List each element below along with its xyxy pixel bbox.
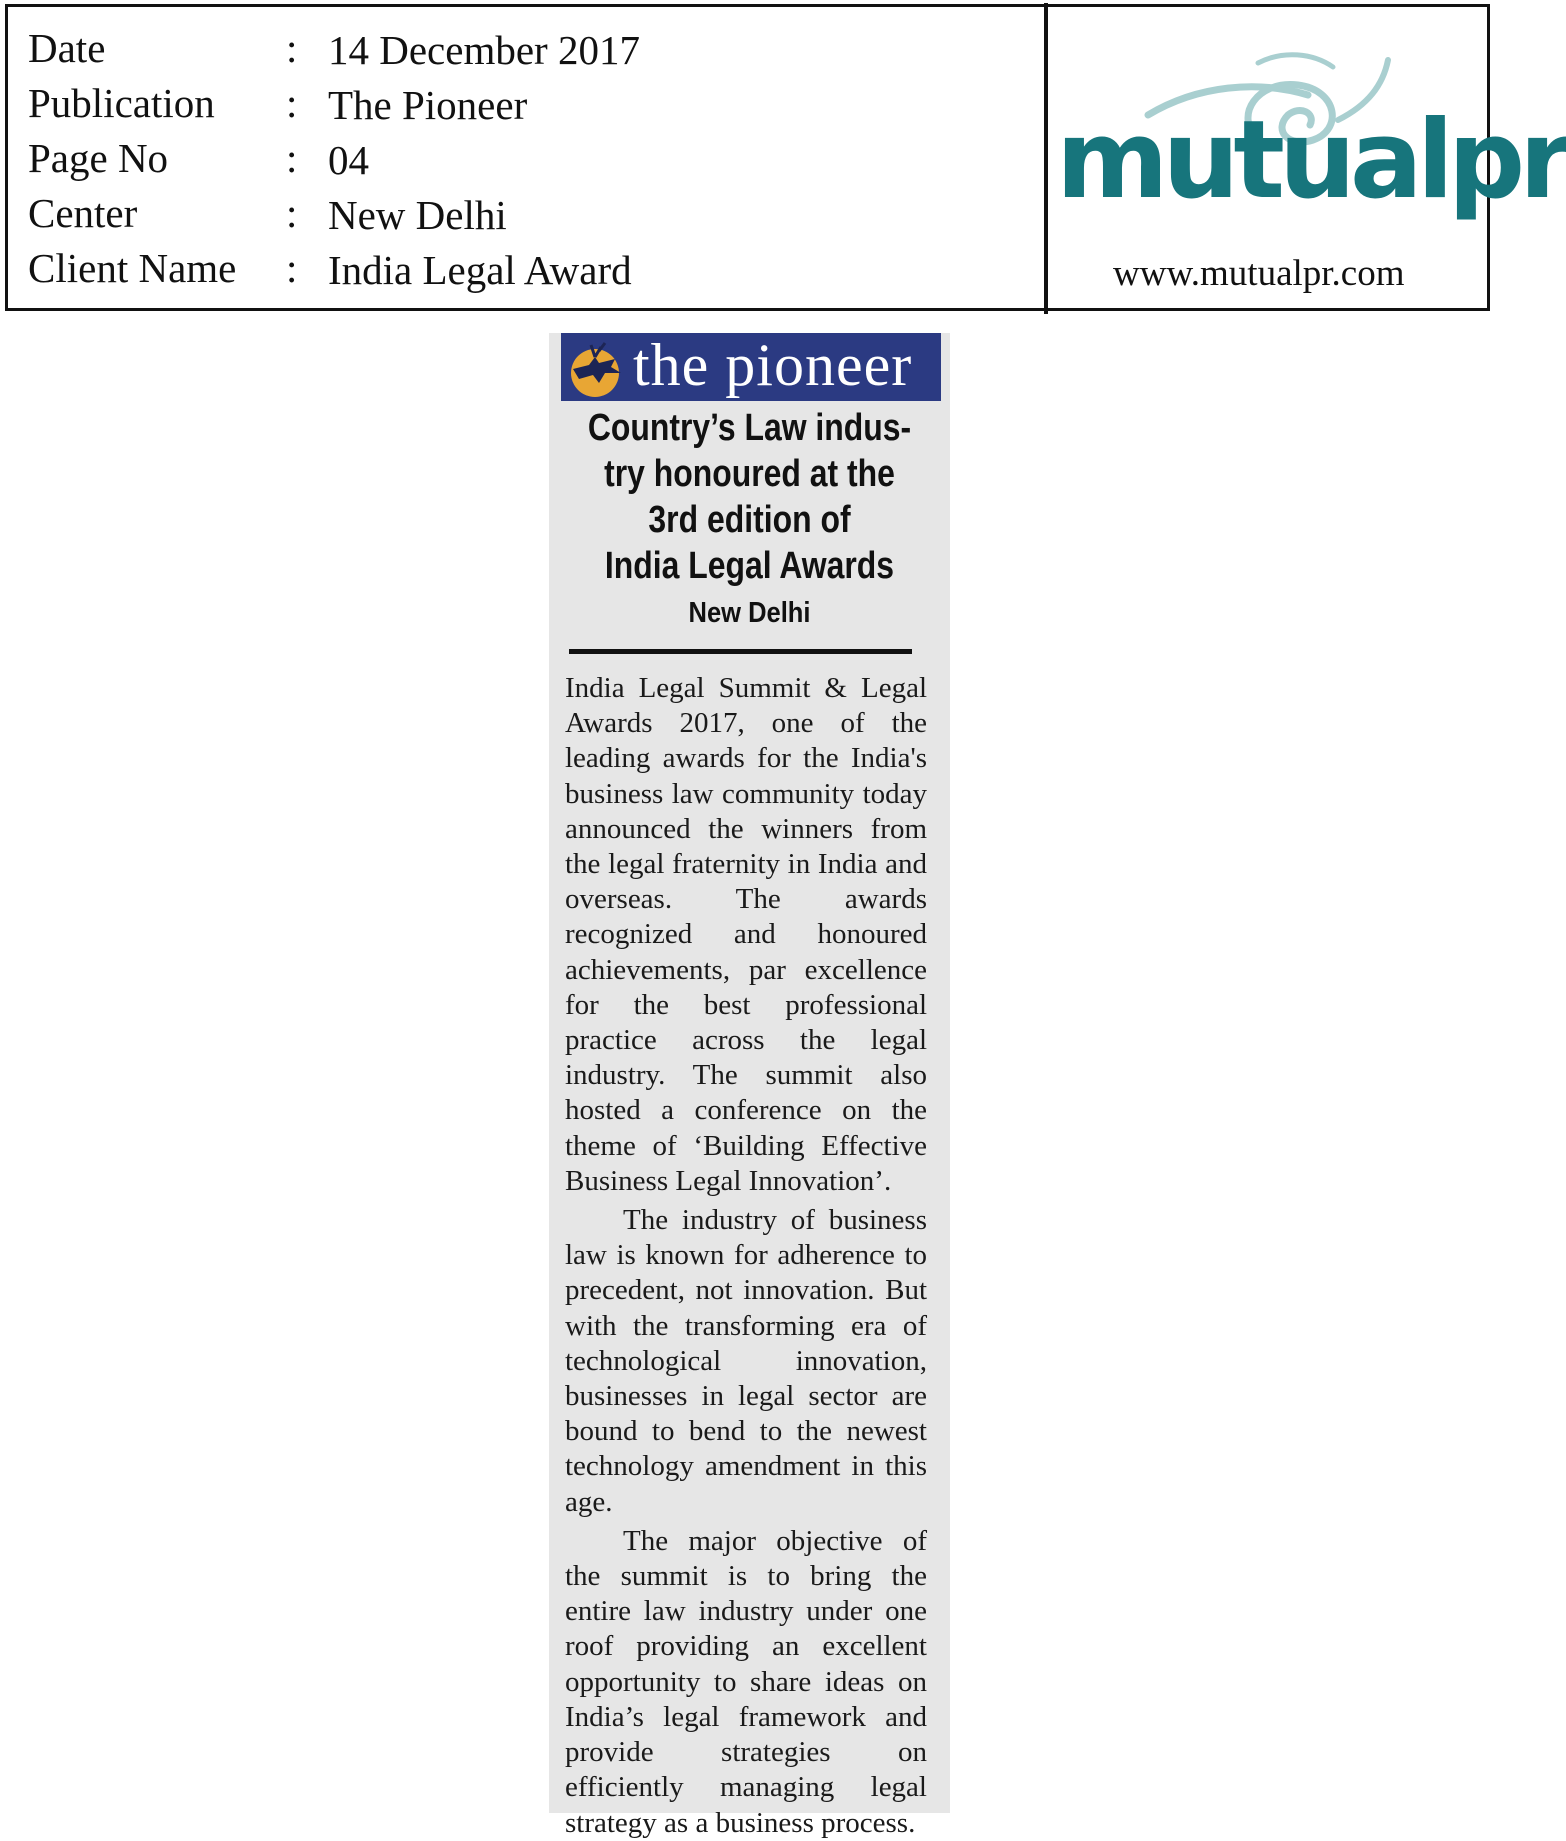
headline-line: 3rd edition of (648, 499, 851, 541)
info-separator: : (286, 190, 298, 236)
headline (581, 405, 918, 589)
newspaper-clipping (549, 332, 950, 1839)
dateline: New Delhi (688, 597, 811, 629)
headline-line: India Legal Awards (604, 545, 895, 587)
info-value-date: 14 December 2017 (328, 27, 640, 73)
article-paragraph: The major objective of the summit is to bring the entire law industry under one roof providing an excellent opportunity to share ideas on India’s legal framework and provide strategies on efficiently managing legal strategy as a business process. (565, 1524, 927, 1839)
info-value-client-name: India Legal Award (328, 247, 632, 293)
logo-wordmark: mutualpr (1056, 98, 1566, 223)
article-paragraph: The industry of business law is known for adherence to precedent, not innovation. But with the transforming era of technological innovation, businesses in legal sector are bound to bend to the newest technology amendment in this age. (565, 1204, 927, 1518)
info-label: Publication (28, 80, 215, 126)
info-label: Center (28, 190, 138, 236)
headline-line: try honoured at the (604, 453, 895, 495)
masthead-title: the pioneer (633, 332, 913, 398)
headline-rule (569, 649, 912, 654)
deer-emblem-icon (565, 339, 629, 399)
info-label: Page No (28, 135, 169, 181)
article-body (565, 671, 927, 1841)
info-separator: : (286, 80, 298, 126)
clipping-info-box (5, 4, 1566, 311)
logo-url: www.mutualpr.com (1113, 253, 1405, 294)
info-separator: : (286, 25, 298, 71)
info-separator: : (286, 245, 298, 291)
info-label: Client Name (28, 245, 237, 291)
info-label: Date (28, 25, 106, 71)
info-separator: : (286, 135, 298, 181)
info-value-publication: The Pioneer (328, 82, 528, 128)
article-paragraph: India Legal Summit & Legal Awards 2017, one of the leading awards for the India's business law community today announced the winners from the legal fraternity in India and overseas. The awards recognized and honoured achievements, par excellence for the best professional practice across the legal industry. The summit also hosted a conference on the theme of ‘Building Effective Business Legal Innovation’. (565, 672, 927, 1197)
headline-line: Country’s Law indus- (587, 407, 912, 449)
info-value-page-no: 04 (328, 137, 369, 183)
masthead (561, 333, 941, 401)
mutualpr-logo (1048, 7, 1566, 310)
info-value-center: New Delhi (328, 192, 507, 238)
